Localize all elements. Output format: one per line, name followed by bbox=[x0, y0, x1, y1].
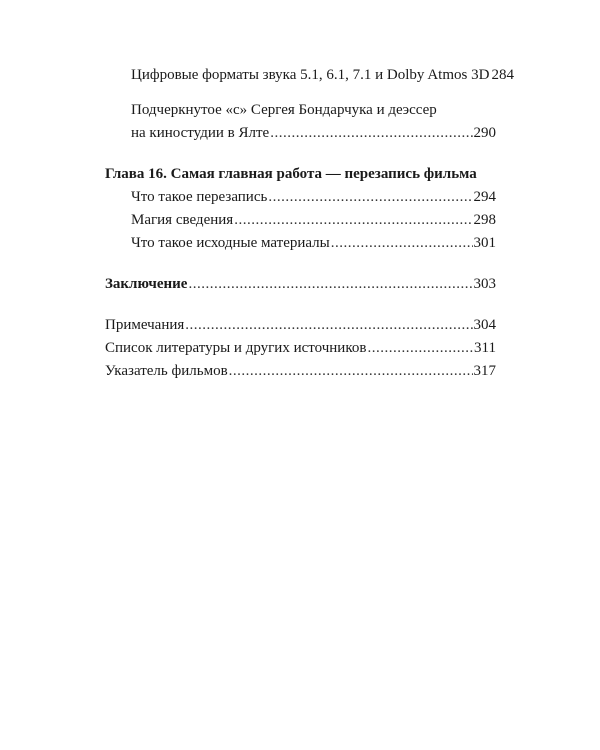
toc-page-number: 294 bbox=[473, 189, 496, 205]
toc-entry-what-is-rerecording bbox=[105, 186, 496, 209]
toc-page-number: 317 bbox=[473, 363, 496, 379]
toc-entry-text: Примечания bbox=[105, 317, 185, 333]
toc-entry-text: Что такое перезапись bbox=[131, 189, 268, 205]
toc-leader-dots bbox=[234, 209, 472, 232]
toc-entry-conclusion bbox=[105, 273, 496, 296]
toc-page-number: 284 bbox=[491, 67, 514, 83]
toc-leader-dots bbox=[367, 337, 473, 360]
toc-page-number: 298 bbox=[473, 212, 496, 228]
toc-leader-dots bbox=[229, 360, 473, 383]
toc-leader-dots bbox=[185, 314, 472, 337]
toc-entry-text: Заключение bbox=[105, 276, 188, 292]
toc-page-number: 303 bbox=[473, 276, 496, 292]
toc-entry-text: Что такое исходные материалы bbox=[131, 235, 330, 251]
toc-page-number: 304 bbox=[473, 317, 496, 333]
toc-entry-bibliography bbox=[105, 337, 496, 360]
toc-entry-bondarchuk bbox=[105, 99, 496, 145]
chapter-16-heading: Глава 16. Самая главная работа — перезапись фильма bbox=[105, 166, 477, 182]
toc-entry-notes bbox=[105, 314, 496, 337]
toc-entry-text: Указатель фильмов bbox=[105, 363, 228, 379]
toc-entry-text: Магия сведения bbox=[131, 212, 234, 228]
toc-page-number: 311 bbox=[474, 340, 496, 356]
toc-leader-dots bbox=[188, 273, 472, 296]
toc-leader-dots bbox=[331, 232, 473, 255]
toc-entry-text: Цифровые форматы звука 5.1, 6.1, 7.1 и Dolby Atmos 3D bbox=[131, 67, 490, 83]
toc-entry-text-line1: Подчеркнутое «с» Сергея Бондарчука и деэссер bbox=[131, 102, 437, 118]
toc-leader-dots bbox=[268, 186, 472, 209]
toc-page-number: 301 bbox=[473, 235, 496, 251]
toc-entry-film-index bbox=[105, 360, 496, 383]
toc-entry-mixing-magic bbox=[105, 209, 496, 232]
toc-entry-source-materials bbox=[105, 232, 496, 255]
toc-entry-text-line2: на киностудии в Ялте bbox=[131, 125, 270, 141]
toc-entry-text: Список литературы и других источников bbox=[105, 340, 367, 356]
toc-page-number: 290 bbox=[473, 125, 496, 141]
table-of-contents bbox=[105, 64, 514, 383]
toc-leader-dots bbox=[270, 122, 472, 145]
toc-entry-digital-formats bbox=[105, 64, 514, 87]
